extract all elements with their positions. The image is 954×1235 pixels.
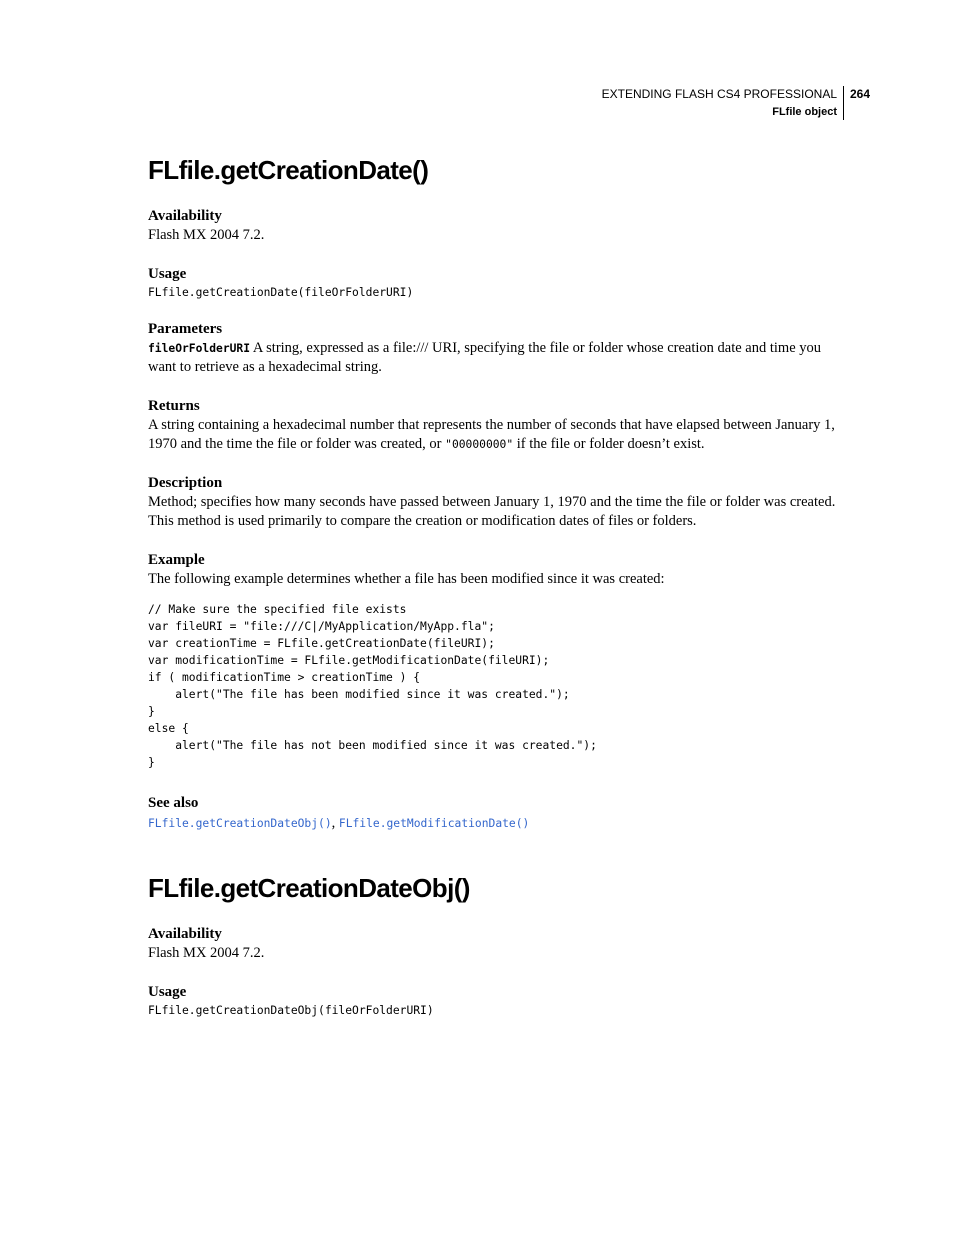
returns-text-2: if the file or folder doesn’t exist. [513,436,705,452]
availability-text: Flash MX 2004 7.2. [148,227,265,243]
code-line: alert("The file has not been modified since it was created."); [148,739,597,752]
entry-title-getcreationdate: FLfile.getCreationDate() [148,155,429,185]
code-line: alert("The file has been modified since it was created."); [148,688,570,701]
usage-section-2 [148,982,848,1019]
usage-code: FLfile.getCreationDate(fileOrFolderURI) [148,285,414,299]
parameters-heading: Parameters [148,320,223,337]
usage-heading-2: Usage [148,983,187,1000]
code-line: // Make sure the specified file exists [148,603,407,616]
code-line: var modificationTime = FLfile.getModificationDate(fileURI); [148,654,550,667]
link-getcreationdateobj[interactable]: FLfile.getCreationDateObj() [148,817,332,830]
usage-section [148,264,848,301]
availability-heading: Availability [148,208,222,224]
example-heading: Example [148,551,205,568]
page-number: 264 [849,87,870,101]
parameter-description [148,339,848,378]
entry-title-getcreationdateobj: FLfile.getCreationDateObj() [148,873,470,903]
usage-code-2: FLfile.getCreationDateObj(fileOrFolderURI) [148,1003,434,1017]
availability-heading-2: Availability [148,926,222,942]
returns-text-1: A string containing a hexadecimal number that represents the number of seconds that have elapsed between January 1, 1970 and the time the file or folder was created, or [148,416,835,452]
parameter-name: fileOrFolderURI [148,341,251,355]
returns-code: "00000000" [445,438,514,451]
code-line: if ( modificationTime > creationTime ) { [148,671,421,684]
code-line: else { [148,722,189,735]
example-text: The following example determines whether a file has been modified since it was created: [148,570,665,587]
description-heading: Description [148,474,223,491]
see-also-links [148,813,848,834]
availability-text-2: Flash MX 2004 7.2. [148,945,265,961]
returns-paragraph [148,416,848,455]
description-section [148,473,848,532]
code-line: var creationTime = FLfile.getCreationDate(fileURI); [148,637,495,650]
section-name: FLfile object [602,104,844,120]
code-line: } [148,705,155,718]
see-also-section [148,793,848,834]
returns-section [148,396,848,455]
page-content [148,150,848,1019]
usage-heading: Usage [148,265,187,282]
see-also-heading: See also [148,795,199,811]
code-line: } [148,756,155,769]
book-title: EXTENDING FLASH CS4 PROFESSIONAL [602,86,844,104]
example-code-block [148,601,848,771]
running-header [601,86,870,120]
parameters-section [148,319,848,378]
returns-heading: Returns [148,397,200,414]
availability-section [148,206,848,246]
description-text: Method; specifies how many seconds have passed between January 1, 1970 and the time the file or folder was created. This method is used primarily to compare the creation or modification dates of files or folders. [148,493,836,529]
see-also-separator: , [331,815,339,831]
example-section [148,550,848,772]
link-getmodificationdate[interactable]: FLfile.getModificationDate() [338,817,530,830]
code-line: var fileURI = "file:///C|/MyApplication/MyApp.fla"; [148,620,495,633]
parameter-text: A string, expressed as a file:/// URI, specifying the file or folder whose creation date and time you want to retrieve as a hexadecimal string. [148,339,822,375]
availability-section-2 [148,924,848,964]
